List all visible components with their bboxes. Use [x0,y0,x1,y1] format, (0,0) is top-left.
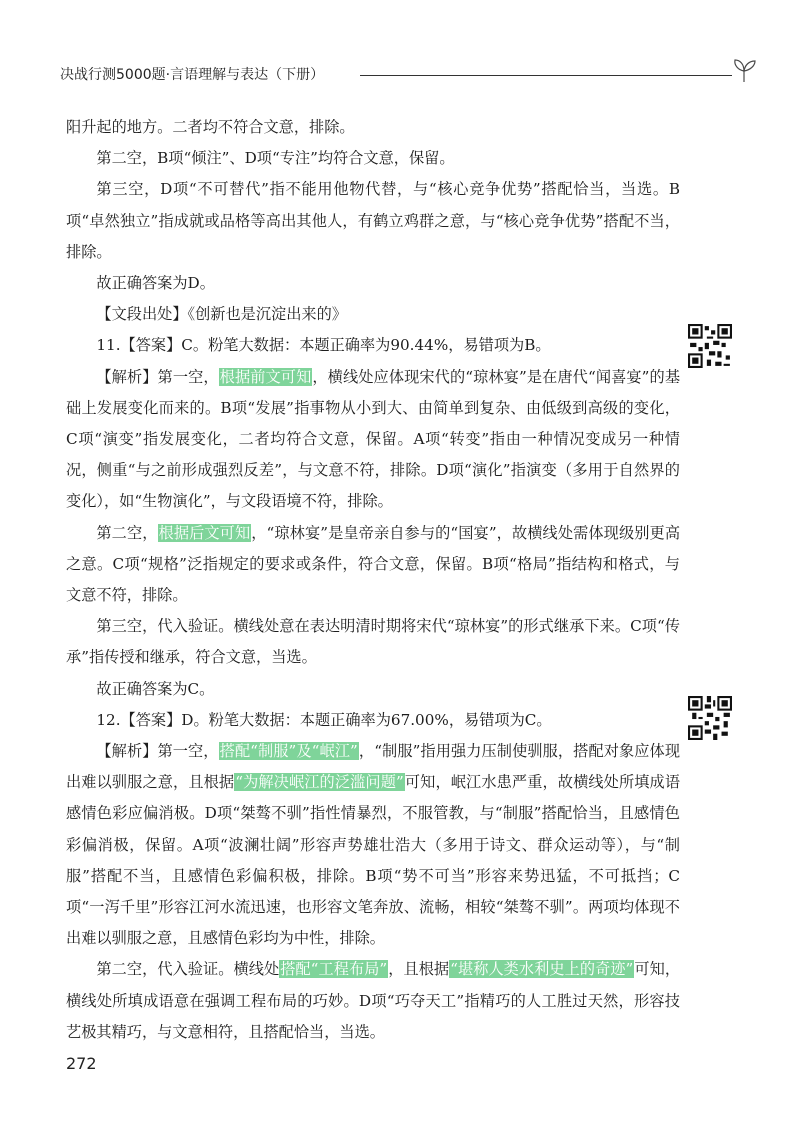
paragraph-text: 第三空，代入验证。横线处意在表达明清时期将宋代“琼林宴”的形式继承下来。C项“传承”指传授和继承，符合文意，当选。 [66,617,680,667]
paragraph-text: 第二空，代入验证。横线处 [96,960,280,979]
highlight-text: 根据后文可知 [158,523,251,542]
page-number: 272 [66,1054,97,1073]
text-line [66,674,680,705]
qr-code-icon[interactable] [688,324,732,368]
paragraph-text: 【文段出处】《创新也是沉淀出来的》 [96,305,347,324]
text-line [66,268,680,299]
text-line [66,112,680,143]
paragraph-text: 故正确答案为D。 [96,274,215,293]
paragraph-text: 【解析】第一空， [96,367,219,386]
highlight-text: 根据前文可知 [219,367,312,386]
highlight-text: 搭配“制服”及“岷江” [219,742,358,761]
paragraph-text: 【解析】第一空， [96,742,219,761]
header-rule [360,75,732,76]
highlight-text: “为解决岷江的泛滥问题” [235,773,404,792]
paragraph-text: ，“制服”指用强力压制使驯服，搭配对象应体现出难以驯服之意，且根据 [66,742,681,792]
paragraph-text: 12.【答案】D。粉笔大数据：本题正确率为67.00%，易错项为C。 [96,710,552,729]
paragraph-text: 可知，横线处所填成语意在强调工程布局的巧妙。D项“巧夺天工”指精巧的人工胜过天然，形容技艺极其精巧，与文意相符，且搭配恰当，当选。 [66,960,681,1041]
text-line [66,611,680,673]
source-line [66,299,680,330]
text-line [66,518,680,612]
paragraph-text: ，横线处应体现宋代的“琼林宴”是在唐代“闻喜宴”的基础上发展变化而来的。B项“发展”指事物从小到大、由简单到复杂、由低级到高级的变化，C项“演变”指发展变化，二者均符合文意，保留。A项“转变”指由一种情况变成另一种情况，侧重“与之前形成强烈反差”，与文意不符，排除。D项“演化”指演变（多用于自然界的变化），如“生物演化”，与文段语境不符，排除。 [66,367,681,511]
paragraph-text: 可知，岷江水患严重，故横线处所填成语感情色彩应偏消极。D项“桀骜不驯”指性情暴烈，不服管教，与“制服”搭配恰当，且感情色彩偏消极，保留。A项“波澜壮阔”形容声势雄壮浩大（多用于诗文、群众运动等），与“制服”搭配不当，且感情色彩偏积极，排除。B项“势不可当”形容来势迅猛，不可抵挡；C项“一泻千里”形容江河水流迅速，也形容文笔奔放、流畅，相较“桀骜不驯”。两项均体现不出难以驯服之意，且感情色彩均为中性，排除。 [66,773,681,948]
paragraph-text: ，“琼林宴”是皇帝亲自参与的“国宴”，故横线处需体现级别更高之意。C项“规格”泛指规定的要求或条件，符合文意，保留。B项“格局”指结构和格式，与文意不符，排除。 [66,523,681,605]
paragraph-text: ，且根据 [388,960,450,979]
highlight-text: 搭配“工程布局” [280,960,388,979]
text-line [66,954,680,1048]
paragraph-text: 第二空，B项“倾注”、D项“专注”均符合文意，保留。 [96,149,455,168]
analysis-12 [66,736,680,954]
highlight-text: “堪称人类水利史上的奇迹” [450,960,634,979]
answer-explanations [66,112,680,1048]
analysis-11 [66,362,680,518]
page-header [60,64,760,92]
answer-line-12 [66,705,680,736]
paragraph-text: 阳升起的地方。二者均不符合文意，排除。 [66,118,355,136]
qr-code-icon[interactable] [688,696,732,740]
paragraph-text: 第二空， [96,523,158,542]
paragraph-text: 11.【答案】C。粉笔大数据：本题正确率为90.44%，易错项为B。 [96,336,551,355]
paragraph-text: 故正确答案为C。 [96,679,215,698]
text-line [66,174,680,268]
text-line [66,143,680,174]
book-title: 决战行测5000题·言语理解与表达（下册） [60,67,325,83]
paragraph-text: 第三空，D项“不可替代”指不能用他物代替，与“核心竞争优势”搭配恰当，当选。B项“卓然独立”指成就或品格等高出其他人，有鹤立鸡群之意，与“核心竞争优势”搭配不当，排除。 [66,180,680,261]
answer-line-11 [66,330,680,361]
sprout-icon [728,56,760,84]
